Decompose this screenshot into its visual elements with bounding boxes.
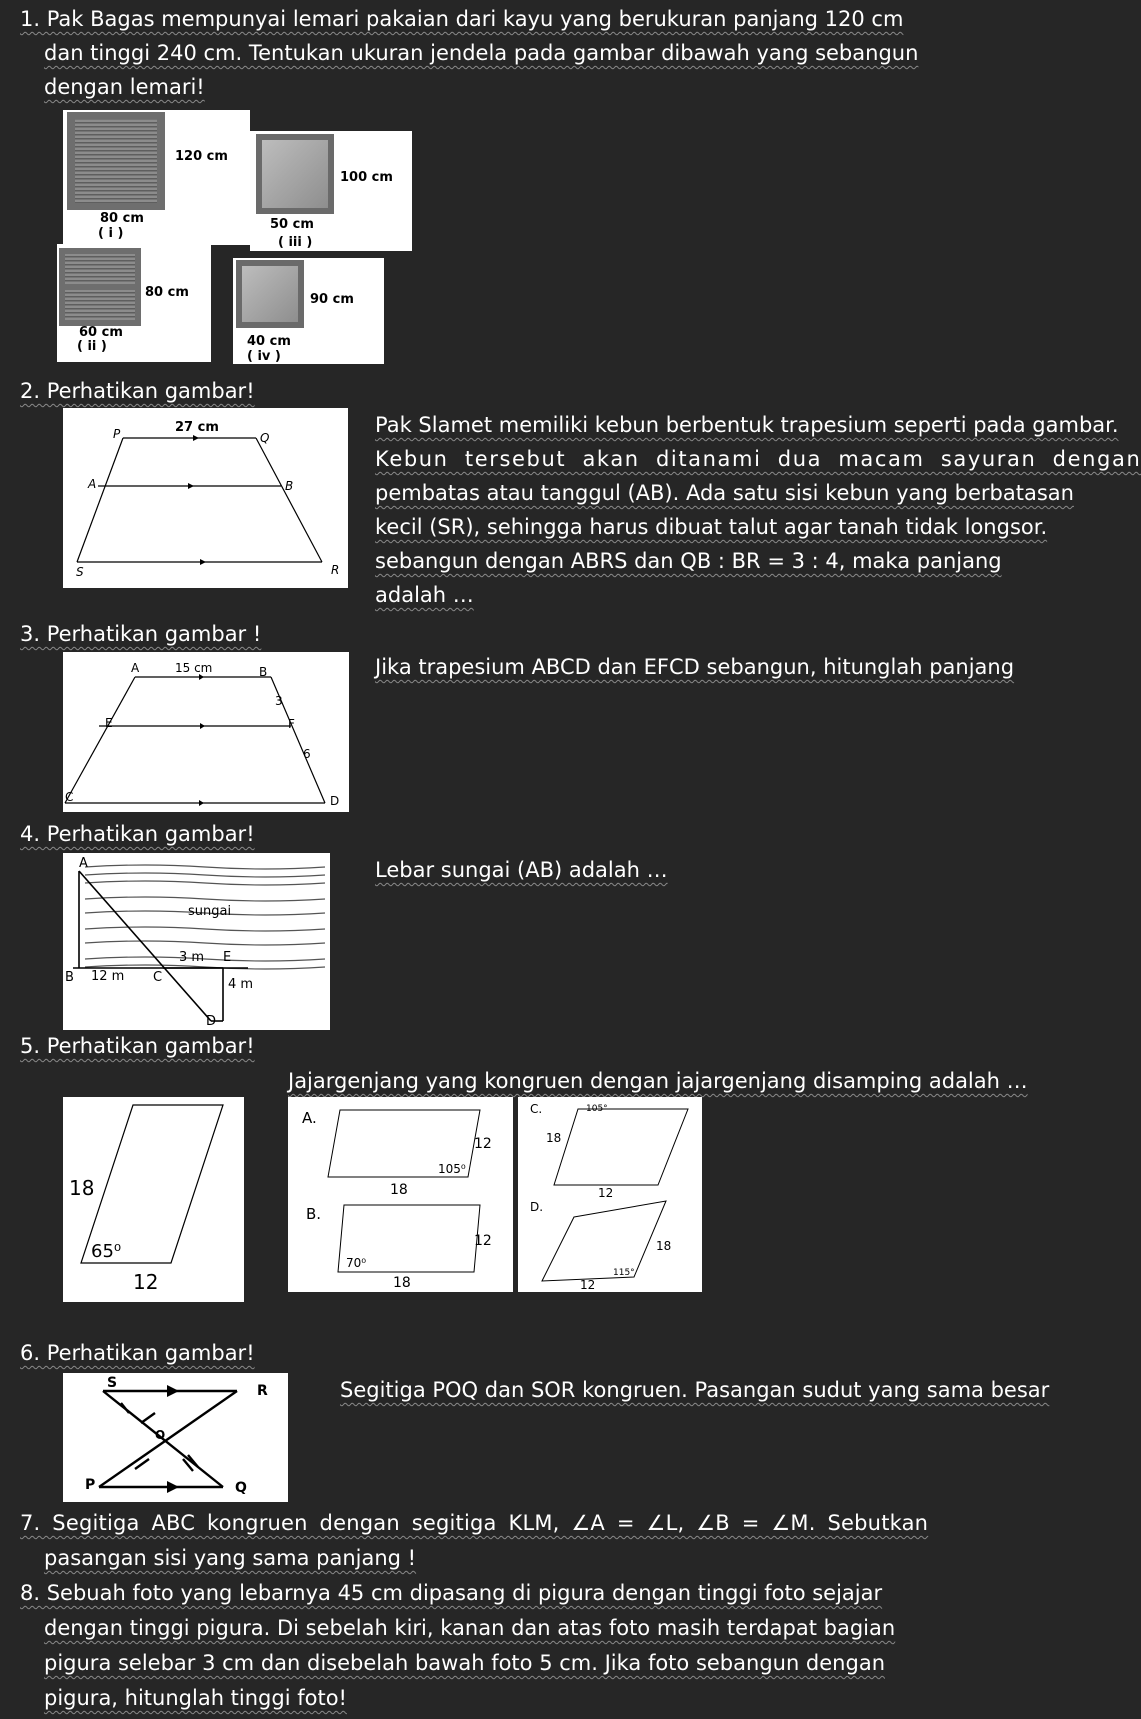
q2-heading: 2. Perhatikan gambar! bbox=[20, 379, 255, 403]
fig2-label-Q: Q bbox=[260, 431, 270, 445]
q5-text: Jajargenjang yang kongruen dengan jajargenjang disamping adalah … bbox=[288, 1069, 1028, 1093]
options-A-B-figure bbox=[288, 1097, 513, 1292]
trapezium-abcd-figure bbox=[63, 652, 349, 812]
fig6-label-Q: Q bbox=[235, 1480, 247, 1496]
option-A-side: 12 bbox=[474, 1136, 492, 1152]
fig3-segment-3: 3 bbox=[275, 694, 283, 708]
q6-heading: 6. Perhatikan gambar! bbox=[20, 1341, 255, 1365]
main-angle: 65⁰ bbox=[91, 1241, 122, 1262]
fig2-label-P: P bbox=[113, 427, 121, 441]
q3-heading: 3. Perhatikan gambar ! bbox=[20, 622, 262, 646]
option-D-side: 18 bbox=[656, 1239, 672, 1253]
fig3-top-length: 15 cm bbox=[175, 661, 213, 675]
q5-text-block bbox=[288, 1064, 1028, 1100]
fig4-label-E: E bbox=[223, 950, 232, 965]
q7-line1: 7. Segitiga ABC kongruen dengan segitiga KLM, ∠A = ∠L, ∠B = ∠M. Sebutkan bbox=[20, 1511, 929, 1535]
q3-text: Jika trapesium ABCD dan EFCD sebangun, hitunglah panjang bbox=[375, 655, 1015, 679]
fig4-3m: 3 m bbox=[179, 950, 205, 965]
fig3-label-A: A bbox=[131, 661, 140, 675]
fig4-12m: 12 m bbox=[91, 969, 125, 984]
fig6-label-S: S bbox=[107, 1375, 118, 1391]
fig4-label-A: A bbox=[79, 856, 88, 871]
fig3-label-D: D bbox=[330, 794, 340, 808]
fig6-label-R: R bbox=[257, 1383, 268, 1399]
q4-heading: 4. Perhatikan gambar! bbox=[20, 822, 255, 846]
option-B-letter: B. bbox=[306, 1205, 322, 1223]
fig-iii-label: ( iii ) bbox=[278, 235, 313, 250]
option-A-base: 18 bbox=[390, 1182, 408, 1198]
fig6-label-P: P bbox=[85, 1477, 96, 1493]
fig2-label-A: A bbox=[88, 477, 97, 491]
q6-text: Segitiga POQ dan SOR kongruen. Pasangan sudut yang sama besar bbox=[340, 1378, 1050, 1402]
options-C-D-figure bbox=[518, 1097, 702, 1292]
q5-heading: 5. Perhatikan gambar! bbox=[20, 1034, 255, 1058]
q2-text4: kecil (SR), sehingga harus dibuat talut agar tanah tidak longsor. bbox=[375, 515, 1048, 539]
q8-line2: dengan tinggi pigura. Di sebelah kiri, kanan dan atas foto masih terdapat bagian bbox=[44, 1616, 896, 1640]
q1-line2: dan tinggi 240 cm. Tentukan ukuran jendela pada gambar dibawah yang sebangun bbox=[44, 41, 919, 65]
fig4-4m: 4 m bbox=[228, 977, 254, 992]
q1-line1: 1. Pak Bagas mempunyai lemari pakaian dari kayu yang berukuran panjang 120 cm bbox=[20, 7, 904, 31]
fig-iv-label: ( iv ) bbox=[247, 349, 281, 364]
main-side-18: 18 bbox=[69, 1176, 95, 1200]
option-B-side: 12 bbox=[474, 1233, 492, 1249]
fig6-label-O: O bbox=[155, 1428, 166, 1442]
window-figure-ii bbox=[57, 244, 211, 362]
river-width-figure bbox=[63, 853, 330, 1030]
q7-line2: pasangan sisi yang sama panjang ! bbox=[44, 1546, 417, 1570]
fig-i-height: 120 cm bbox=[175, 149, 228, 164]
fig-i-label: ( i ) bbox=[98, 226, 124, 241]
fig-i-width: 80 cm bbox=[100, 211, 144, 226]
q2-text2: Kebun tersebut akan ditanami dua macam sayuran dengan bbox=[375, 447, 1141, 471]
q2-text5: sebangun dengan ABRS dan QB : BR = 3 : 4, maka panjang bbox=[375, 549, 1002, 573]
fig4-label-C: C bbox=[153, 970, 163, 985]
option-D-angle: 115° bbox=[613, 1268, 635, 1278]
option-D-letter: D. bbox=[530, 1200, 544, 1214]
fig2-top-length: 27 cm bbox=[175, 420, 219, 435]
q2-text1: Pak Slamet memiliki kebun berbentuk trapesium seperti pada gambar. bbox=[375, 413, 1119, 437]
fig3-label-B: B bbox=[259, 665, 268, 679]
fig-ii-height: 80 cm bbox=[145, 285, 189, 300]
option-B-base: 18 bbox=[393, 1275, 411, 1291]
fig-iv-width: 40 cm bbox=[247, 334, 291, 349]
fig2-label-R: R bbox=[331, 563, 340, 577]
option-A-letter: A. bbox=[302, 1109, 317, 1127]
option-C-side: 18 bbox=[546, 1131, 562, 1145]
q2-text-block bbox=[375, 408, 1141, 608]
fig-iii-width: 50 cm bbox=[270, 217, 314, 232]
window-figure-iv bbox=[233, 258, 384, 364]
fig-ii-width: 60 cm bbox=[79, 325, 123, 340]
fig-iv-height: 90 cm bbox=[310, 292, 354, 307]
window-figure-i bbox=[63, 110, 250, 245]
fig-ii-label: ( ii ) bbox=[77, 339, 107, 354]
fig2-label-S: S bbox=[76, 565, 84, 579]
q4-text: Lebar sungai (AB) adalah … bbox=[375, 858, 668, 882]
fig4-label-D: D bbox=[206, 1014, 217, 1029]
congruent-triangles-figure bbox=[63, 1373, 288, 1502]
q2-text3: pembatas atau tanggul (AB). Ada satu sisi kebun yang berbatasan bbox=[375, 481, 1074, 505]
window-figure-iii bbox=[250, 131, 412, 251]
fig3-segment-6: 6 bbox=[303, 747, 311, 761]
parallelogram-main-figure bbox=[63, 1097, 244, 1302]
fig4-river-label: sungai bbox=[188, 904, 232, 919]
fig2-label-B: B bbox=[285, 479, 294, 493]
q2-text6: adalah … bbox=[375, 583, 474, 607]
q3-text-block bbox=[375, 650, 1015, 686]
fig3-label-C: C bbox=[65, 790, 74, 804]
q8-line3: pigura selebar 3 cm dan disebelah bawah foto 5 cm. Jika foto sebangun dengan bbox=[44, 1651, 886, 1675]
q1-line3: dengan lemari! bbox=[44, 75, 205, 99]
option-C-base: 12 bbox=[598, 1186, 614, 1200]
trapezium-garden-figure bbox=[63, 408, 348, 588]
option-C-angle: 105° bbox=[586, 1104, 608, 1114]
fig3-label-F: F bbox=[288, 717, 295, 731]
fig4-label-B: B bbox=[65, 970, 74, 985]
main-base-12: 12 bbox=[133, 1270, 159, 1294]
fig-iii-height: 100 cm bbox=[340, 170, 393, 185]
q8-line4: pigura, hitunglah tinggi foto! bbox=[44, 1686, 347, 1710]
fig3-label-E: E bbox=[105, 716, 113, 730]
q8-line1: 8. Sebuah foto yang lebarnya 45 cm dipasang di pigura dengan tinggi foto sejajar bbox=[20, 1581, 883, 1605]
option-A-angle: 105⁰ bbox=[438, 1162, 466, 1176]
option-D-base: 12 bbox=[580, 1278, 596, 1292]
option-C-letter: C. bbox=[530, 1102, 543, 1116]
q6-text-block bbox=[340, 1373, 1050, 1409]
option-B-angle: 70⁰ bbox=[346, 1256, 367, 1270]
